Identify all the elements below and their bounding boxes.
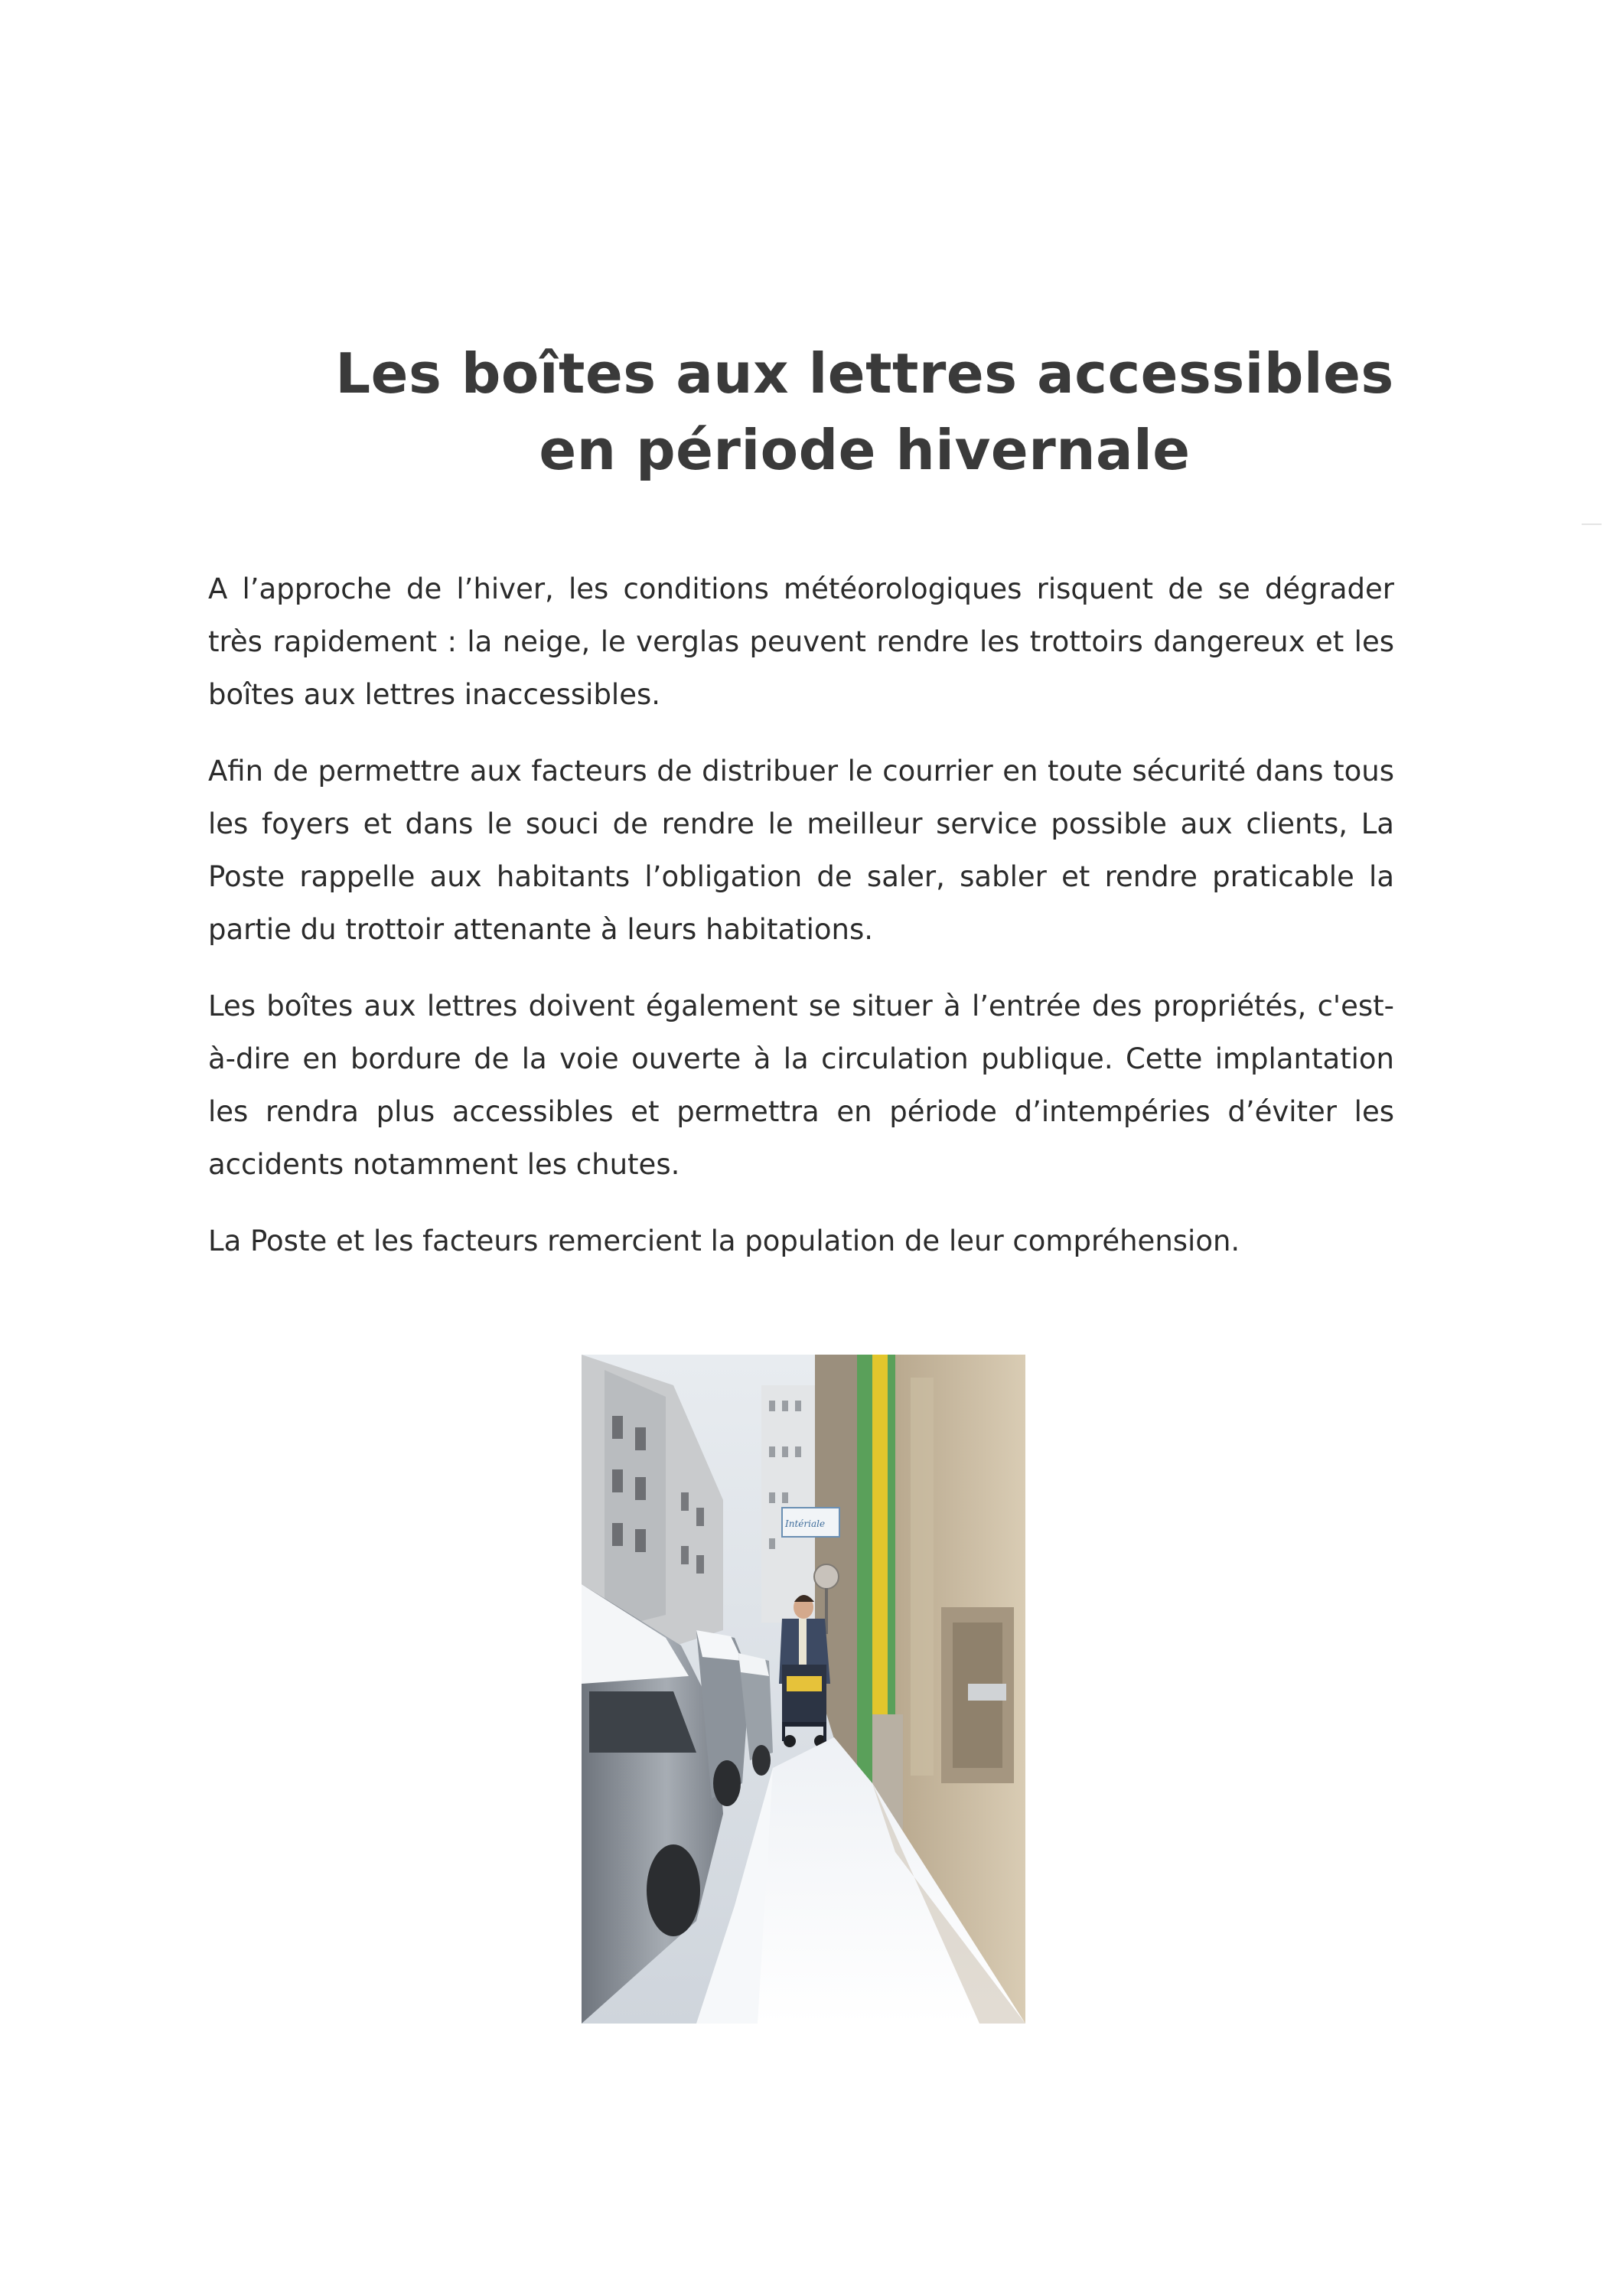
page-title [153, 335, 1576, 488]
body-text [208, 563, 1394, 1291]
shop-sign-text: Intériale [785, 1518, 826, 1529]
paragraph-2: Afin de permettre aux facteurs de distribuer le courrier en toute sécurité dans tous les foyers et dans le souci de rendre le meilleur service possible aux clients, La Poste rappelle aux habitants l’obligation de saler, sabler et rendre praticable la partie du trottoir attenante à leurs habitations. [208, 755, 1394, 946]
paragraph-3: Les boîtes aux lettres doivent également se situer à l’entrée des propriétés, c'est-à-dire en bordure de la voie ouverte à la circulation publique. Cette implantation les rendra plus accessibles et permettra en période d’intempéries d’éviter les accidents notamment les chutes. [208, 990, 1394, 1181]
title-line-2: en période hivernale [539, 418, 1191, 483]
scan-edge-mark [1582, 523, 1602, 525]
background-tower [761, 1385, 819, 1623]
paragraph-4: La Poste et les facteurs remercient la population de leur compréhension. [208, 1225, 1240, 1257]
title-line-1: Les boîtes aux lettres accessibles [335, 341, 1394, 406]
snowy-street-photo [582, 1355, 1025, 2024]
paragraph-1: A l’approche de l’hiver, les conditions météorologiques risquent de se dégrader très rapidement : la neige, le verglas peuvent rendre les trottoirs dangereux et les boîtes aux lettres inaccessibles. [208, 572, 1394, 711]
